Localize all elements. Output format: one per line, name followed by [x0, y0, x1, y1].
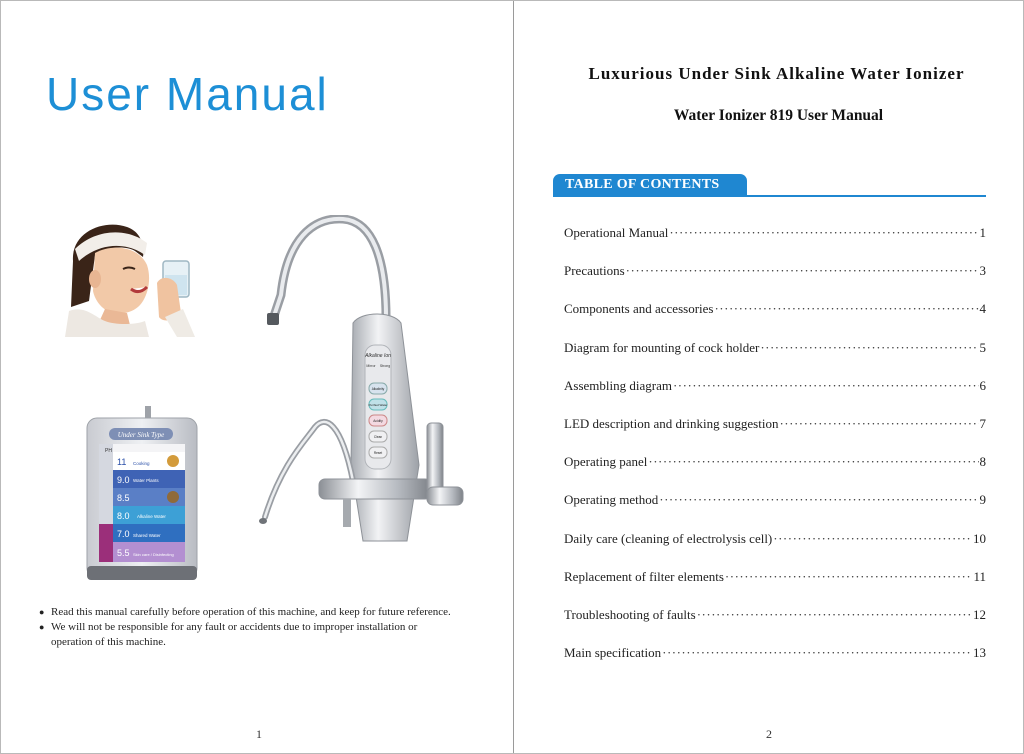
ph-value-1: 11 [117, 457, 127, 467]
toc-entry[interactable] [564, 225, 986, 263]
ph-text-4: Alkaline Water [137, 514, 166, 519]
ionizer-unit-photo [85, 406, 199, 580]
toc-entry-label: Assembling diagram [564, 377, 672, 393]
toc-leader [760, 340, 978, 356]
toc-rule [553, 195, 986, 197]
toc-entry-page: 1 [979, 225, 986, 240]
right-page [514, 1, 1023, 753]
toc-entry-label: Troubleshooting of faults [564, 606, 696, 622]
toc-entry-page: 7 [979, 415, 986, 431]
toc-entry-page: 13 [973, 645, 986, 661]
ph-text-1: Cooking [133, 461, 150, 466]
toc-entry[interactable] [564, 301, 986, 339]
toc-entry-label: Main specification [564, 645, 662, 661]
page-number-right: 2 [766, 727, 772, 741]
toc-entry-page: 6 [979, 377, 986, 393]
note-item: ● Read this manual carefully before operation of this machine, and keep for future reference. [39, 605, 461, 620]
toc-leader [673, 378, 979, 394]
ph-label: PH [105, 448, 112, 454]
faucet-mode-strong: Strong [379, 364, 391, 368]
ph-value-2: 9.0 [117, 475, 130, 485]
faucet-button-reset: Reset [373, 451, 383, 455]
toc-entry-label: Components and accessories [564, 301, 714, 317]
toc-leader [669, 225, 978, 241]
ph-value-6: 5.5 [117, 548, 130, 558]
unit-label: Under Sink Type [117, 431, 165, 439]
toc-entry-label: Daily care (cleaning of electrolysis cell) [564, 530, 773, 546]
woman-drinking-photo [65, 221, 201, 337]
toc-leader [697, 607, 972, 623]
toc-leader [714, 301, 978, 317]
toc-entry-page: 12 [973, 606, 986, 622]
ph-text-2: Water Plants [133, 478, 159, 483]
toc-entry-label: Precautions [564, 263, 625, 279]
toc-entry[interactable] [564, 645, 986, 683]
ph-text-6: Skin care / Disinfecting [133, 552, 174, 557]
toc-entry-label: Diagram for mounting of cock holder [564, 339, 760, 355]
ph-value-3: 8.5 [117, 493, 130, 503]
faucet-brand: Alkaline Ion [365, 353, 391, 359]
product-title: Luxurious Under Sink Alkaline Water Ionizer [588, 64, 965, 83]
faucet-button-acidity: Acidity [373, 419, 383, 423]
page-number-left: 1 [256, 727, 262, 741]
toc-entry-page: 4 [979, 301, 986, 317]
left-page [1, 1, 513, 753]
toc-leader [779, 416, 978, 432]
toc-entry-label: LED description and drinking suggestion [564, 415, 779, 431]
toc-entry-label: Operational Manual [564, 225, 669, 240]
toc-entry-page: 5 [979, 339, 986, 355]
toc-entry-label: Replacement of filter elements [564, 568, 724, 584]
note-item: ● We will not be responsible for any fault or accidents due to improper installation or operation of this machine. [39, 620, 461, 650]
toc-entry-label: Operating method [564, 492, 659, 508]
toc-entry[interactable] [564, 263, 986, 301]
ph-value-5: 7.0 [117, 529, 130, 539]
toc-leader [773, 531, 972, 547]
manual-subtitle: Water Ionizer 819 User Manual [673, 107, 884, 124]
faucet-photo [251, 215, 471, 545]
table-of-contents [564, 225, 986, 683]
toc-entry[interactable] [564, 492, 986, 530]
toc-entry-page: 11 [973, 568, 986, 584]
toc-leader [662, 645, 972, 661]
ph-text-5: Shared Water [133, 533, 161, 538]
toc-entry[interactable] [564, 454, 986, 492]
toc-entry-label: Operating panel [564, 454, 648, 470]
faucet-mode-mirror: Mirror [366, 364, 376, 368]
toc-leader [659, 492, 978, 508]
toc-leader [648, 454, 978, 470]
toc-heading: TABLE OF CONTENTS [553, 174, 747, 196]
toc-entry[interactable] [564, 416, 986, 454]
manual-title: User Manual [46, 68, 329, 120]
notes-list [39, 605, 461, 650]
toc-entry-page: 9 [979, 492, 986, 508]
toc-entry[interactable] [564, 569, 986, 607]
toc-leader [725, 569, 973, 585]
toc-entry[interactable] [564, 607, 986, 645]
toc-entry-page: 10 [973, 530, 986, 546]
ph-value-4: 8.0 [117, 511, 130, 521]
toc-entry[interactable] [564, 378, 986, 416]
toc-entry-page: 8 [979, 454, 986, 470]
toc-entry[interactable] [564, 340, 986, 378]
faucet-button-alkalinity: Alkalinity [371, 387, 385, 391]
toc-entry[interactable] [564, 531, 986, 569]
faucet-button-purified: Purified Water [368, 403, 388, 407]
faucet-button-clean: Clean [373, 435, 383, 439]
toc-entry-page: 3 [979, 263, 986, 279]
toc-leader [626, 263, 979, 279]
